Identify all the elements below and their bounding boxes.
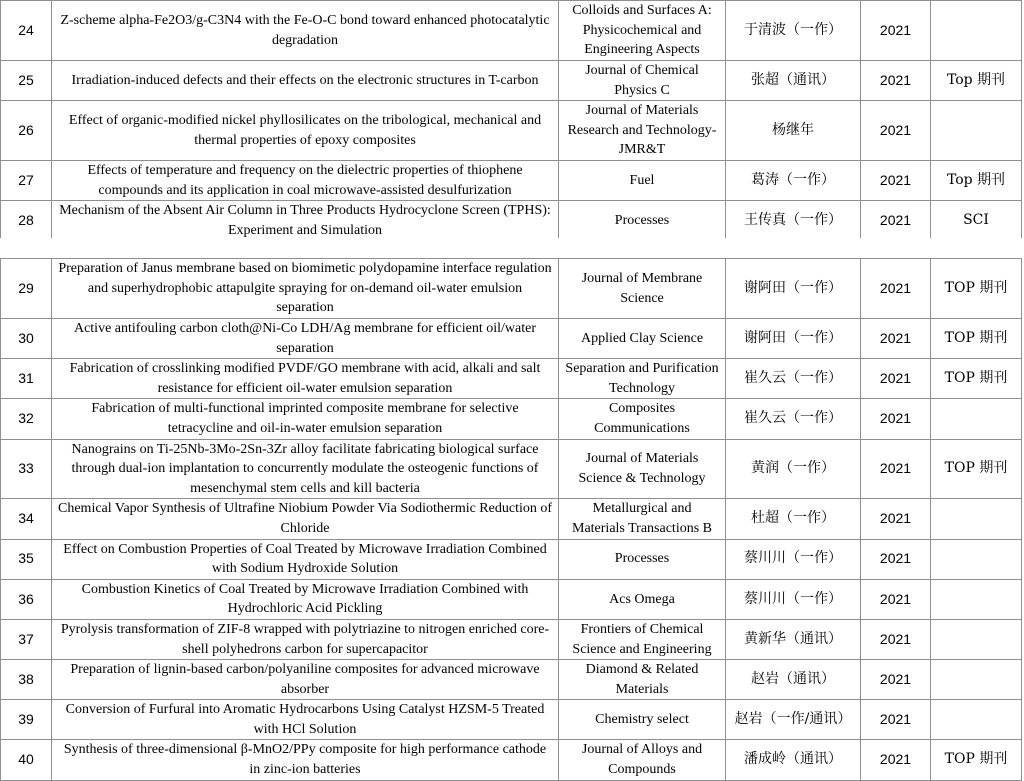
publication-year: 2021: [861, 399, 931, 439]
paper-title: Synthesis of three-dimensional β-MnO2/PPy composite for high performance cathode in zinc-ion batteries: [52, 740, 559, 780]
publication-year: 2021: [861, 359, 931, 399]
journal-name: Colloids and Surfaces A: Physicochemical and Engineering Aspects: [559, 1, 726, 61]
row-number: 32: [1, 399, 52, 439]
paper-title: Active antifouling carbon cloth@Ni-Co LDH/Ag membrane for efficient oil/water separation: [52, 319, 559, 359]
row-number: 30: [1, 319, 52, 359]
journal-rank: [931, 399, 1022, 439]
author-role: 赵岩（一作/通讯）: [726, 700, 861, 740]
author-role: 黄润（一作）: [726, 439, 861, 499]
paper-title: Mechanism of the Absent Air Column in Three Products Hydrocyclone Screen (TPHS): Experiment and Simulation: [52, 201, 559, 241]
paper-title: Combustion Kinetics of Coal Treated by Microwave Irradiation Combined with Hydrochloric Acid Pickling: [52, 579, 559, 619]
row-number: 27: [1, 160, 52, 200]
journal-rank: TOP 期刊: [931, 259, 1022, 319]
journal-name: Composites Communications: [559, 399, 726, 439]
paper-title: Fabrication of crosslinking modified PVDF/GO membrane with acid, alkali and salt resistance for efficient oil-water emulsion separation: [52, 359, 559, 399]
journal-rank: [931, 619, 1022, 659]
publication-year: 2021: [861, 499, 931, 539]
paper-title: Nanograins on Ti-25Nb-3Mo-2Sn-3Zr alloy facilitate fabricating biological surface through dual-ion implantation to concurrently modulate the osteogenic functions of mesenchymal stem cells and kill bacteria: [52, 439, 559, 499]
journal-name: Journal of Membrane Science: [559, 259, 726, 319]
author-role: 谢阿田（一作）: [726, 319, 861, 359]
table-row: [1, 259, 1022, 319]
table-row: [1, 539, 1022, 579]
row-number: 29: [1, 259, 52, 319]
page-break-gap: [0, 238, 1024, 258]
publication-year: 2021: [861, 740, 931, 780]
journal-rank: [931, 101, 1022, 161]
journal-rank: [931, 1, 1022, 61]
publication-table-top: [0, 0, 1022, 241]
paper-title: Preparation of Janus membrane based on biomimetic polydopamine interface regulation and superhydrophobic attapulgite spraying for on-demand oil-water emulsion separation: [52, 259, 559, 319]
table-row: [1, 439, 1022, 499]
author-role: 蔡川川（一作）: [726, 539, 861, 579]
row-number: 31: [1, 359, 52, 399]
row-number: 24: [1, 1, 52, 61]
author-role: 赵岩（通讯）: [726, 660, 861, 700]
journal-name: Diamond & Related Materials: [559, 660, 726, 700]
paper-title: Fabrication of multi-functional imprinted composite membrane for selective tetracycline and oil-in-water emulsion separation: [52, 399, 559, 439]
paper-title: Irradiation-induced defects and their effects on the electronic structures in T-carbon: [52, 61, 559, 101]
publication-year: 2021: [861, 201, 931, 241]
author-role: 蔡川川（一作）: [726, 579, 861, 619]
journal-rank: Top 期刊: [931, 160, 1022, 200]
journal-name: Separation and Purification Technology: [559, 359, 726, 399]
publication-year: 2021: [861, 579, 931, 619]
row-number: 28: [1, 201, 52, 241]
journal-rank: TOP 期刊: [931, 740, 1022, 780]
publication-year: 2021: [861, 439, 931, 499]
table-row: [1, 740, 1022, 780]
paper-title: Pyrolysis transformation of ZIF-8 wrapped with polytriazine to nitrogen enriched core-shell polyhedrons carbon for supercapacitor: [52, 619, 559, 659]
row-number: 38: [1, 660, 52, 700]
journal-name: Processes: [559, 201, 726, 241]
journal-name: Journal of Materials Science & Technology: [559, 439, 726, 499]
author-role: 王传真（一作）: [726, 201, 861, 241]
paper-title: Chemical Vapor Synthesis of Ultrafine Niobium Powder Via Sodiothermic Reduction of Chloride: [52, 499, 559, 539]
author-role: 葛涛（一作）: [726, 160, 861, 200]
row-number: 39: [1, 700, 52, 740]
journal-name: Acs Omega: [559, 579, 726, 619]
author-role: 杜超（一作）: [726, 499, 861, 539]
publication-year: 2021: [861, 660, 931, 700]
author-role: 崔久云（一作）: [726, 359, 861, 399]
journal-rank: TOP 期刊: [931, 439, 1022, 499]
journal-name: Applied Clay Science: [559, 319, 726, 359]
author-role: 张超（通讯）: [726, 61, 861, 101]
row-number: 33: [1, 439, 52, 499]
table-row: [1, 359, 1022, 399]
publication-year: 2021: [861, 700, 931, 740]
table-row: [1, 1, 1022, 61]
table-row: [1, 499, 1022, 539]
table-row: [1, 619, 1022, 659]
paper-title: Z-scheme alpha-Fe2O3/g-C3N4 with the Fe-O-C bond toward enhanced photocatalytic degradation: [52, 1, 559, 61]
paper-title: Effects of temperature and frequency on the dielectric properties of thiophene compounds and its application in coal microwave-assisted desulfurization: [52, 160, 559, 200]
publication-year: 2021: [861, 1, 931, 61]
journal-rank: [931, 539, 1022, 579]
author-role: 潘成岭（通讯）: [726, 740, 861, 780]
author-role: 于清波（一作）: [726, 1, 861, 61]
publication-year: 2021: [861, 101, 931, 161]
row-number: 40: [1, 740, 52, 780]
table-row: [1, 101, 1022, 161]
table-row: [1, 700, 1022, 740]
journal-rank: [931, 700, 1022, 740]
table-row: [1, 319, 1022, 359]
table-row: [1, 201, 1022, 241]
journal-name: Chemistry select: [559, 700, 726, 740]
paper-title: Preparation of lignin-based carbon/polyaniline composites for advanced microwave absorber: [52, 660, 559, 700]
paper-title: Effect on Combustion Properties of Coal Treated by Microwave Irradiation Combined with Sodium Hydroxide Solution: [52, 539, 559, 579]
publication-year: 2021: [861, 619, 931, 659]
table-row: [1, 579, 1022, 619]
publication-table-bottom: [0, 258, 1022, 781]
row-number: 37: [1, 619, 52, 659]
row-number: 25: [1, 61, 52, 101]
row-number: 36: [1, 579, 52, 619]
journal-rank: [931, 499, 1022, 539]
publication-year: 2021: [861, 319, 931, 359]
journal-rank: [931, 579, 1022, 619]
row-number: 34: [1, 499, 52, 539]
author-role: 黄新华（通讯）: [726, 619, 861, 659]
journal-rank: TOP 期刊: [931, 319, 1022, 359]
author-role: 谢阿田（一作）: [726, 259, 861, 319]
table-row: [1, 160, 1022, 200]
journal-rank: SCI: [931, 201, 1022, 241]
table-row: [1, 660, 1022, 700]
publication-year: 2021: [861, 160, 931, 200]
publication-year: 2021: [861, 539, 931, 579]
journal-name: Journal of Alloys and Compounds: [559, 740, 726, 780]
table-row: [1, 399, 1022, 439]
journal-rank: [931, 660, 1022, 700]
journal-name: Frontiers of Chemical Science and Engineering: [559, 619, 726, 659]
row-number: 26: [1, 101, 52, 161]
author-role: 杨继年: [726, 101, 861, 161]
journal-name: Metallurgical and Materials Transactions B: [559, 499, 726, 539]
journal-name: Journal of Chemical Physics C: [559, 61, 726, 101]
author-role: 崔久云（一作）: [726, 399, 861, 439]
row-number: 35: [1, 539, 52, 579]
journal-rank: TOP 期刊: [931, 359, 1022, 399]
table-row: [1, 61, 1022, 101]
journal-name: Processes: [559, 539, 726, 579]
paper-title: Effect of organic-modified nickel phyllosilicates on the tribological, mechanical and thermal properties of epoxy composites: [52, 101, 559, 161]
journal-name: Fuel: [559, 160, 726, 200]
publication-year: 2021: [861, 61, 931, 101]
paper-title: Conversion of Furfural into Aromatic Hydrocarbons Using Catalyst HZSM-5 Treated with HCl Solution: [52, 700, 559, 740]
journal-rank: Top 期刊: [931, 61, 1022, 101]
publication-year: 2021: [861, 259, 931, 319]
journal-name: Journal of Materials Research and Technology-JMR&T: [559, 101, 726, 161]
